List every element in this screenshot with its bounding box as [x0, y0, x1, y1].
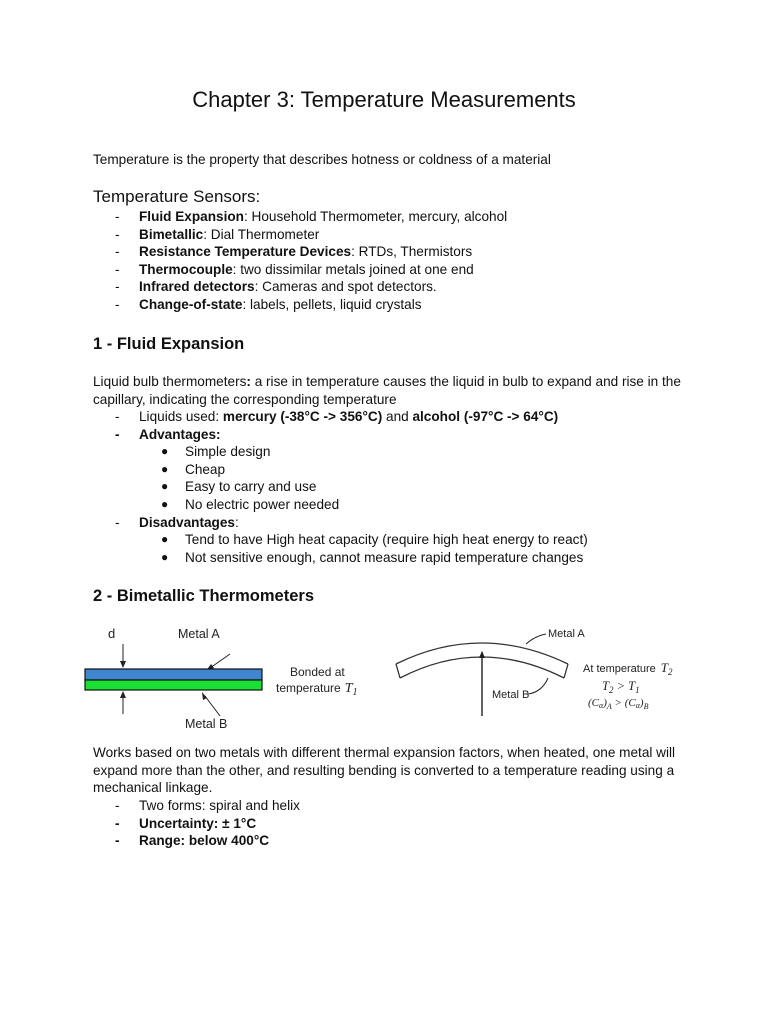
dash-marker: -	[115, 833, 120, 849]
list-item	[93, 549, 693, 567]
advantages-label: Advantages:	[139, 426, 221, 442]
bent-strip-end-left	[396, 664, 400, 678]
dash-marker: -	[115, 226, 120, 242]
disadvantage-text: Not sensitive enough, cannot measure rapid temperature changes	[185, 549, 584, 565]
list-item	[93, 296, 693, 314]
range-text: Range: below 400°C	[139, 833, 270, 849]
disadvantages-colon: :	[234, 514, 239, 530]
alcohol-range: alcohol (-97°C -> 64°C)	[412, 409, 559, 424]
sensors-list	[93, 208, 693, 314]
metal-a-label: Metal A	[178, 627, 220, 641]
d-label: d	[108, 626, 116, 641]
sensor-desc: : RTDs, Thermistors	[351, 244, 473, 260]
list-item	[93, 815, 693, 833]
sensor-term: Thermocouple	[139, 261, 233, 277]
list-item	[93, 531, 693, 549]
dash-marker: -	[115, 279, 120, 295]
uncertainty-text: Uncertainty: ± 1°C	[139, 815, 257, 831]
metal-b-strip	[85, 680, 262, 690]
dash-marker: -	[115, 798, 120, 813]
fluid-colon: :	[246, 374, 251, 389]
sensor-desc: : Dial Thermometer	[203, 226, 320, 242]
bent-metal-b-label: Metal B	[492, 689, 530, 701]
page-title: Chapter 3: Temperature Measurements	[192, 87, 576, 112]
bimetallic-list	[93, 797, 693, 850]
bullet-marker: ●	[161, 532, 169, 547]
bent-strip-end-right	[564, 664, 568, 678]
metal-a-arrow	[210, 654, 230, 668]
list-item	[93, 261, 693, 279]
sensor-term: Bimetallic	[139, 226, 204, 242]
d-arrowhead-bottom	[120, 691, 126, 698]
sensor-term: Change-of-state	[139, 296, 243, 312]
dash-marker: -	[115, 296, 120, 312]
list-item	[93, 408, 693, 426]
list-item	[93, 832, 693, 850]
metal-b-arrowhead	[202, 692, 207, 700]
bent-metal-b-leader	[528, 678, 548, 694]
bent-metal-a-label: Metal A	[548, 628, 585, 640]
sensor-term: Infrared detectors	[139, 279, 255, 295]
advantage-text: Easy to carry and use	[185, 479, 317, 495]
list-item	[93, 514, 693, 532]
liquids-prefix: Liquids used:	[139, 409, 223, 424]
list-item	[93, 426, 693, 444]
dash-marker: -	[115, 409, 120, 424]
bimetallic-diagram	[80, 618, 680, 736]
liquids-and: and	[382, 409, 413, 424]
sensor-term: Fluid Expansion	[139, 209, 244, 224]
metal-b-arrow	[205, 696, 220, 716]
d-arrowhead-top	[120, 661, 126, 668]
list-item	[93, 443, 693, 461]
sensor-desc: : two dissimilar metals joined at one end	[232, 261, 474, 277]
metal-a-strip	[85, 669, 262, 680]
forms-text: Two forms: spiral and helix	[139, 798, 300, 813]
dash-marker: -	[115, 261, 120, 277]
intro-paragraph: Temperature is the property that describes hotness or coldness of a material	[93, 152, 551, 167]
bimetallic-heading: 2 - Bimetallic Thermometers	[93, 587, 314, 605]
advantage-text: Simple design	[185, 444, 271, 460]
sensor-desc: : labels, pellets, liquid crystals	[242, 296, 422, 312]
bent-metal-a-leader	[526, 634, 546, 644]
sensor-desc: : Cameras and spot detectors.	[254, 279, 437, 295]
deflection-arrowhead	[479, 651, 485, 658]
bonded-label-line1: Bonded at	[290, 665, 345, 679]
bullet-marker: ●	[161, 496, 169, 511]
list-item	[93, 243, 693, 261]
dash-marker: -	[115, 209, 120, 224]
relation-temps: $T_2 > T_1$	[602, 679, 640, 695]
advantage-text: No electric power needed	[185, 496, 340, 512]
bullet-marker: ●	[161, 479, 169, 494]
dash-marker: -	[115, 244, 120, 260]
sensor-term: Resistance Temperature Devices	[139, 244, 352, 260]
fluid-term: Liquid bulb thermometers	[93, 374, 247, 389]
list-item	[93, 461, 693, 479]
list-item	[93, 496, 693, 514]
list-item	[93, 226, 693, 244]
bullet-marker: ●	[161, 549, 169, 564]
list-item	[93, 208, 693, 226]
mercury-range: mercury (-38°C -> 356°C)	[222, 409, 383, 424]
metal-b-label: Metal B	[185, 717, 228, 731]
disadvantages-label: Disadvantages	[139, 514, 235, 530]
relation-coefficients: $(C\alpha)_A > (C\alpha)_B$	[588, 697, 649, 711]
dash-marker: -	[115, 514, 120, 530]
list-item	[93, 278, 693, 296]
list-item	[93, 797, 693, 815]
bullet-marker: ●	[161, 444, 169, 459]
dash-marker: -	[115, 815, 120, 831]
fluid-expansion-heading: 1 - Fluid Expansion	[93, 335, 245, 353]
dash-marker: -	[115, 426, 120, 442]
at-temperature-label: At temperature $T_2$	[583, 660, 673, 677]
bullet-marker: ●	[161, 461, 169, 476]
sensors-heading: Temperature Sensors:	[93, 187, 261, 206]
advantage-text: Cheap	[185, 461, 226, 477]
bimetallic-paragraph: Works based on two metals with different thermal expansion factors, when heated, one metal will expand more than the other, and resulting bending is converted to a temperature reading using a mechanical linkage.	[93, 745, 676, 796]
list-item	[93, 478, 693, 496]
fluid-paragraph	[93, 373, 683, 408]
fluid-list	[93, 408, 693, 566]
sensor-desc: : Household Thermometer, mercury, alcohol	[243, 209, 508, 224]
disadvantage-text: Tend to have High heat capacity (require high heat energy to react)	[185, 532, 588, 548]
fluid-text: a rise in temperature causes the liquid in bulb to expand and rise in the capillary, indicating the corresponding temperature	[93, 374, 681, 407]
bonded-label-line2: temperature $T_1$	[276, 681, 358, 698]
